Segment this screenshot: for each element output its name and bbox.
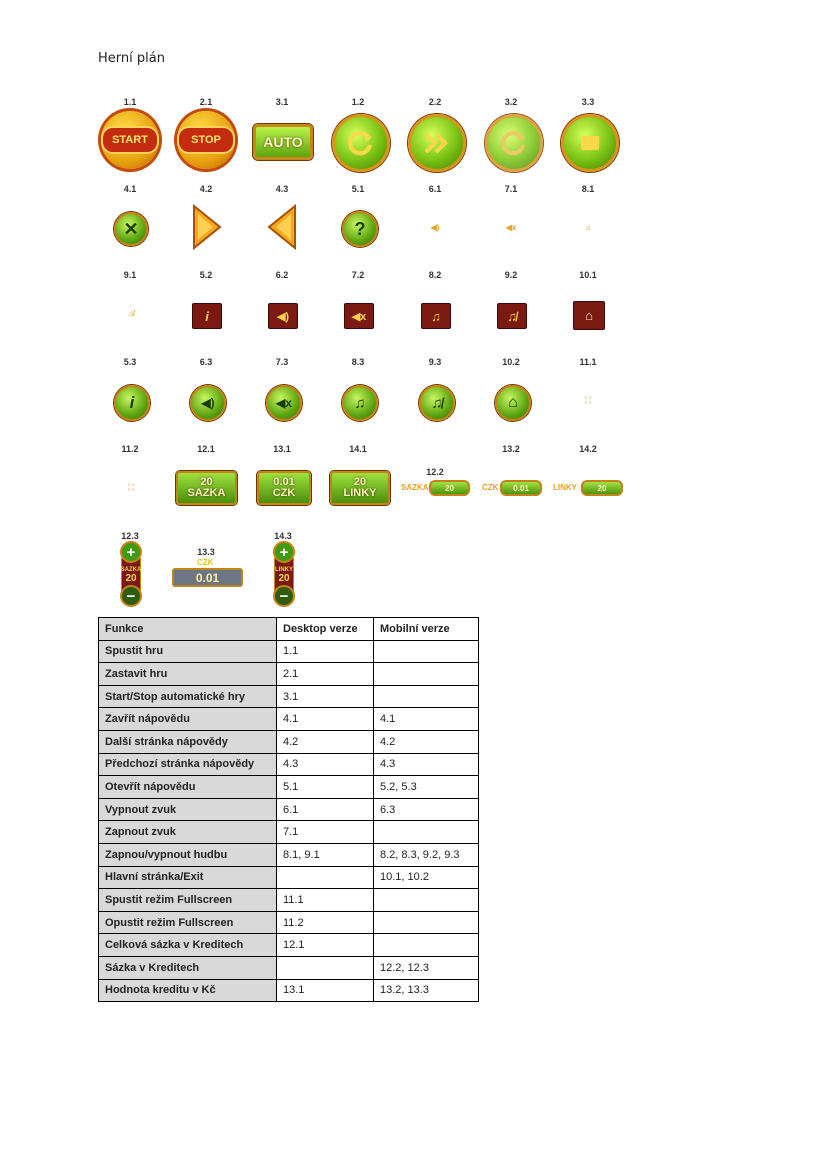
total-bet-value: 20 — [200, 476, 213, 488]
cell-mobile: 10.1, 10.2 — [374, 866, 479, 889]
lines-value: 20 — [353, 476, 367, 488]
label-7-3: 7.3 — [275, 357, 289, 367]
label-13-2: 13.2 — [502, 444, 520, 454]
cell-desktop — [277, 956, 374, 979]
label-9-1: 9.1 — [123, 270, 137, 280]
label-2-1: 2.1 — [199, 97, 213, 107]
header-desktop: Desktop verze — [277, 618, 374, 641]
cell-mobile: 12.2, 12.3 — [374, 956, 479, 979]
cell-mobile — [374, 685, 479, 708]
stop-label: STOP — [177, 126, 235, 154]
autoplay-refresh-disabled-button[interactable] — [485, 114, 543, 172]
cell-desktop: 12.1 — [277, 934, 374, 957]
info-icon: i — [205, 308, 209, 324]
lines-vertical-label: LINKY — [275, 566, 293, 573]
czk-pill-label: CZK — [482, 483, 499, 492]
autoplay-refresh-button[interactable] — [332, 114, 390, 172]
table-row — [99, 753, 479, 776]
label-7-2: 7.2 — [351, 270, 365, 280]
music-off-icon: ♫̸ — [507, 308, 517, 324]
info-button-square[interactable] — [192, 303, 222, 329]
label-11-2: 11.2 — [121, 444, 139, 454]
cell-function: Předchozí stránka nápovědy — [99, 753, 277, 776]
bet-plus-button[interactable] — [120, 541, 142, 563]
label-12-3: 12.3 — [121, 531, 139, 541]
music-button-round[interactable] — [342, 385, 378, 421]
cell-mobile: 8.2, 8.3, 9.2, 9.3 — [374, 843, 479, 866]
header-mobile: Mobilní verze — [374, 618, 479, 641]
label-2-2: 2.2 — [428, 97, 442, 107]
cell-function: Zastavit hru — [99, 663, 277, 686]
music-off-icon: ♫̸ — [431, 394, 443, 412]
cell-function: Sázka v Kreditech — [99, 956, 277, 979]
cell-function: Vypnout zvuk — [99, 798, 277, 821]
cell-mobile: 4.2 — [374, 730, 479, 753]
mute-icon[interactable]: ◀x — [505, 222, 517, 232]
auto-button[interactable] — [253, 124, 313, 160]
label-12-1: 12.1 — [197, 444, 215, 454]
exit-fullscreen-icon[interactable]: ⛶ — [128, 483, 134, 492]
arrow-right-icon[interactable] — [191, 203, 223, 251]
mute-button-square[interactable] — [344, 303, 374, 329]
home-button-round[interactable] — [495, 385, 531, 421]
table-row — [99, 685, 479, 708]
label-1-1: 1.1 — [123, 97, 137, 107]
music-off-button-round[interactable] — [419, 385, 455, 421]
cell-mobile: 13.2, 13.3 — [374, 979, 479, 1002]
label-13-3: 13.3 — [197, 547, 215, 557]
plus-icon: + — [279, 543, 289, 561]
cell-desktop: 4.1 — [277, 708, 374, 731]
arrow-left-icon[interactable] — [266, 203, 298, 251]
cell-function: Celková sázka v Kreditech — [99, 934, 277, 957]
speaker-icon: ◀) — [276, 310, 290, 323]
bet-pill-value: 20 — [445, 483, 454, 493]
music-icon: ♫ — [354, 394, 366, 412]
mute-icon: ◀x — [276, 396, 292, 410]
label-4-2: 4.2 — [199, 184, 213, 194]
table-row — [99, 640, 479, 663]
label-14-1: 14.1 — [349, 444, 367, 454]
open-help-button[interactable] — [342, 211, 378, 247]
label-8-3: 8.3 — [351, 357, 365, 367]
table-row — [99, 663, 479, 686]
cell-desktop: 2.1 — [277, 663, 374, 686]
table-row — [99, 708, 479, 731]
music-button-square[interactable] — [421, 303, 451, 329]
start-button[interactable] — [101, 111, 159, 169]
credit-value: 0.01 — [273, 476, 295, 488]
label-1-2: 1.2 — [351, 97, 365, 107]
label-11-1: 11.1 — [579, 357, 597, 367]
label-3-2: 3.2 — [504, 97, 518, 107]
czk-vertical-label: CZK — [197, 558, 214, 567]
label-3-3: 3.3 — [581, 97, 595, 107]
czk-vertical-value: 0.01 — [195, 570, 220, 585]
start-label: START — [101, 126, 159, 154]
cell-function: Spustit režim Fullscreen — [99, 889, 277, 912]
page-title: Herní plán — [98, 51, 165, 66]
label-14-2: 14.2 — [579, 444, 597, 454]
cell-function: Hlavní stránka/Exit — [99, 866, 277, 889]
function-table — [98, 617, 479, 1002]
bet-vertical-value: 20 — [125, 572, 137, 584]
cell-desktop: 4.3 — [277, 753, 374, 776]
minus-icon: − — [126, 587, 136, 605]
table-row — [99, 934, 479, 957]
table-row — [99, 821, 479, 844]
speaker-icon[interactable]: ◀) — [430, 222, 440, 232]
mute-button-round[interactable] — [266, 385, 302, 421]
label-4-3: 4.3 — [275, 184, 289, 194]
bet-vertical-label: SAZKA — [120, 566, 142, 573]
help-icon: ? — [354, 218, 366, 239]
stop-square-button[interactable] — [561, 114, 619, 172]
stop-button[interactable] — [177, 111, 235, 169]
label-13-1: 13.1 — [273, 444, 291, 454]
label-4-1: 4.1 — [123, 184, 137, 194]
credit-value-display[interactable] — [257, 471, 311, 505]
fullscreen-icon[interactable]: ⛶ — [585, 396, 591, 405]
label-8-2: 8.2 — [428, 270, 442, 280]
credit-label: CZK — [272, 487, 296, 499]
label-14-3: 14.3 — [274, 531, 292, 541]
lines-display[interactable] — [330, 471, 390, 505]
cell-desktop: 5.1 — [277, 776, 374, 799]
table-row — [99, 889, 479, 912]
table-row — [99, 911, 479, 934]
czk-vertical-display[interactable] — [172, 568, 243, 587]
cell-function: Hodnota kreditu v Kč — [99, 979, 277, 1002]
info-icon: i — [129, 393, 135, 412]
label-6-3: 6.3 — [199, 357, 213, 367]
sound-button-round[interactable] — [190, 385, 226, 421]
cell-desktop: 13.1 — [277, 979, 374, 1002]
table-row — [99, 979, 479, 1002]
table-row — [99, 956, 479, 979]
table-row — [99, 866, 479, 889]
cell-mobile — [374, 934, 479, 957]
label-9-3: 9.3 — [428, 357, 442, 367]
plus-icon: + — [126, 543, 136, 561]
label-10-2: 10.2 — [502, 357, 520, 367]
label-12-2: 12.2 — [426, 467, 444, 477]
music-off-icon[interactable]: ♫̸ — [128, 308, 134, 318]
table-header-row — [99, 618, 479, 641]
cell-desktop — [277, 866, 374, 889]
table-row — [99, 730, 479, 753]
cell-mobile — [374, 821, 479, 844]
lines-label: LINKY — [343, 487, 377, 499]
home-icon: ⌂ — [585, 308, 593, 323]
cell-desktop: 4.2 — [277, 730, 374, 753]
czk-pill-value: 0.01 — [513, 483, 529, 493]
label-5-2: 5.2 — [199, 270, 213, 280]
auto-label: AUTO — [263, 134, 303, 150]
table-row — [99, 843, 479, 866]
header-function: Funkce — [99, 618, 277, 641]
label-8-1: 8.1 — [581, 184, 595, 194]
cell-desktop: 6.1 — [277, 798, 374, 821]
cell-function: Start/Stop automatické hry — [99, 685, 277, 708]
cell-mobile — [374, 889, 479, 912]
cell-mobile — [374, 640, 479, 663]
info-button-round[interactable] — [114, 385, 150, 421]
close-icon: ✕ — [123, 218, 139, 239]
cell-desktop: 8.1, 9.1 — [277, 843, 374, 866]
label-5-3: 5.3 — [123, 357, 137, 367]
sound-on-button-square[interactable] — [268, 303, 298, 329]
cell-mobile — [374, 911, 479, 934]
cell-function: Zapnout zvuk — [99, 821, 277, 844]
cell-desktop: 11.2 — [277, 911, 374, 934]
fast-forward-button[interactable] — [408, 114, 466, 172]
music-icon[interactable]: ♫ — [585, 222, 591, 232]
table-row — [99, 776, 479, 799]
cell-function: Otevřít nápovědu — [99, 776, 277, 799]
refresh-icon — [499, 128, 529, 158]
close-help-button[interactable] — [114, 212, 148, 246]
cell-mobile: 5.2, 5.3 — [374, 776, 479, 799]
minus-icon: − — [279, 587, 289, 605]
music-icon: ♫ — [431, 308, 441, 324]
lines-pill[interactable] — [581, 480, 623, 496]
label-7-1: 7.1 — [504, 184, 518, 194]
home-button-square[interactable] — [573, 301, 605, 330]
lines-plus-button[interactable] — [273, 541, 295, 563]
cell-desktop: 1.1 — [277, 640, 374, 663]
music-off-button-square[interactable] — [497, 303, 527, 329]
label-9-2: 9.2 — [504, 270, 518, 280]
speaker-icon: ◀) — [201, 396, 215, 410]
table-row — [99, 798, 479, 821]
cell-function: Zapnou/vypnout hudbu — [99, 843, 277, 866]
czk-pill[interactable] — [500, 480, 542, 496]
fast-forward-icon — [422, 131, 452, 155]
cell-function: Spustit hru — [99, 640, 277, 663]
cell-function: Další stránka nápovědy — [99, 730, 277, 753]
label-6-1: 6.1 — [428, 184, 442, 194]
label-5-1: 5.1 — [351, 184, 365, 194]
lines-pill-value: 20 — [597, 483, 607, 493]
bet-pill[interactable] — [429, 480, 470, 496]
cell-mobile: 4.1 — [374, 708, 479, 731]
home-icon: ⌂ — [508, 394, 518, 411]
lines-pill-label: LINKY — [553, 483, 577, 492]
cell-function: Zavřít nápovědu — [99, 708, 277, 731]
bet-minus-button[interactable] — [120, 585, 142, 607]
bet-pill-label: SAZKA — [401, 483, 429, 492]
cell-mobile: 6.3 — [374, 798, 479, 821]
cell-mobile: 4.3 — [374, 753, 479, 776]
label-10-1: 10.1 — [579, 270, 597, 280]
cell-desktop: 7.1 — [277, 821, 374, 844]
lines-vertical-value: 20 — [278, 572, 290, 584]
lines-minus-button[interactable] — [273, 585, 295, 607]
cell-mobile — [374, 663, 479, 686]
cell-desktop: 11.1 — [277, 889, 374, 912]
cell-desktop: 3.1 — [277, 685, 374, 708]
label-3-1: 3.1 — [275, 97, 289, 107]
total-bet-label: SAZKA — [187, 487, 226, 499]
total-bet-display[interactable] — [176, 471, 237, 505]
mute-icon: ◀x — [351, 310, 367, 323]
cell-function: Opustit režim Fullscreen — [99, 911, 277, 934]
label-6-2: 6.2 — [275, 270, 289, 280]
stop-square-icon — [579, 134, 601, 152]
refresh-icon — [346, 128, 376, 158]
